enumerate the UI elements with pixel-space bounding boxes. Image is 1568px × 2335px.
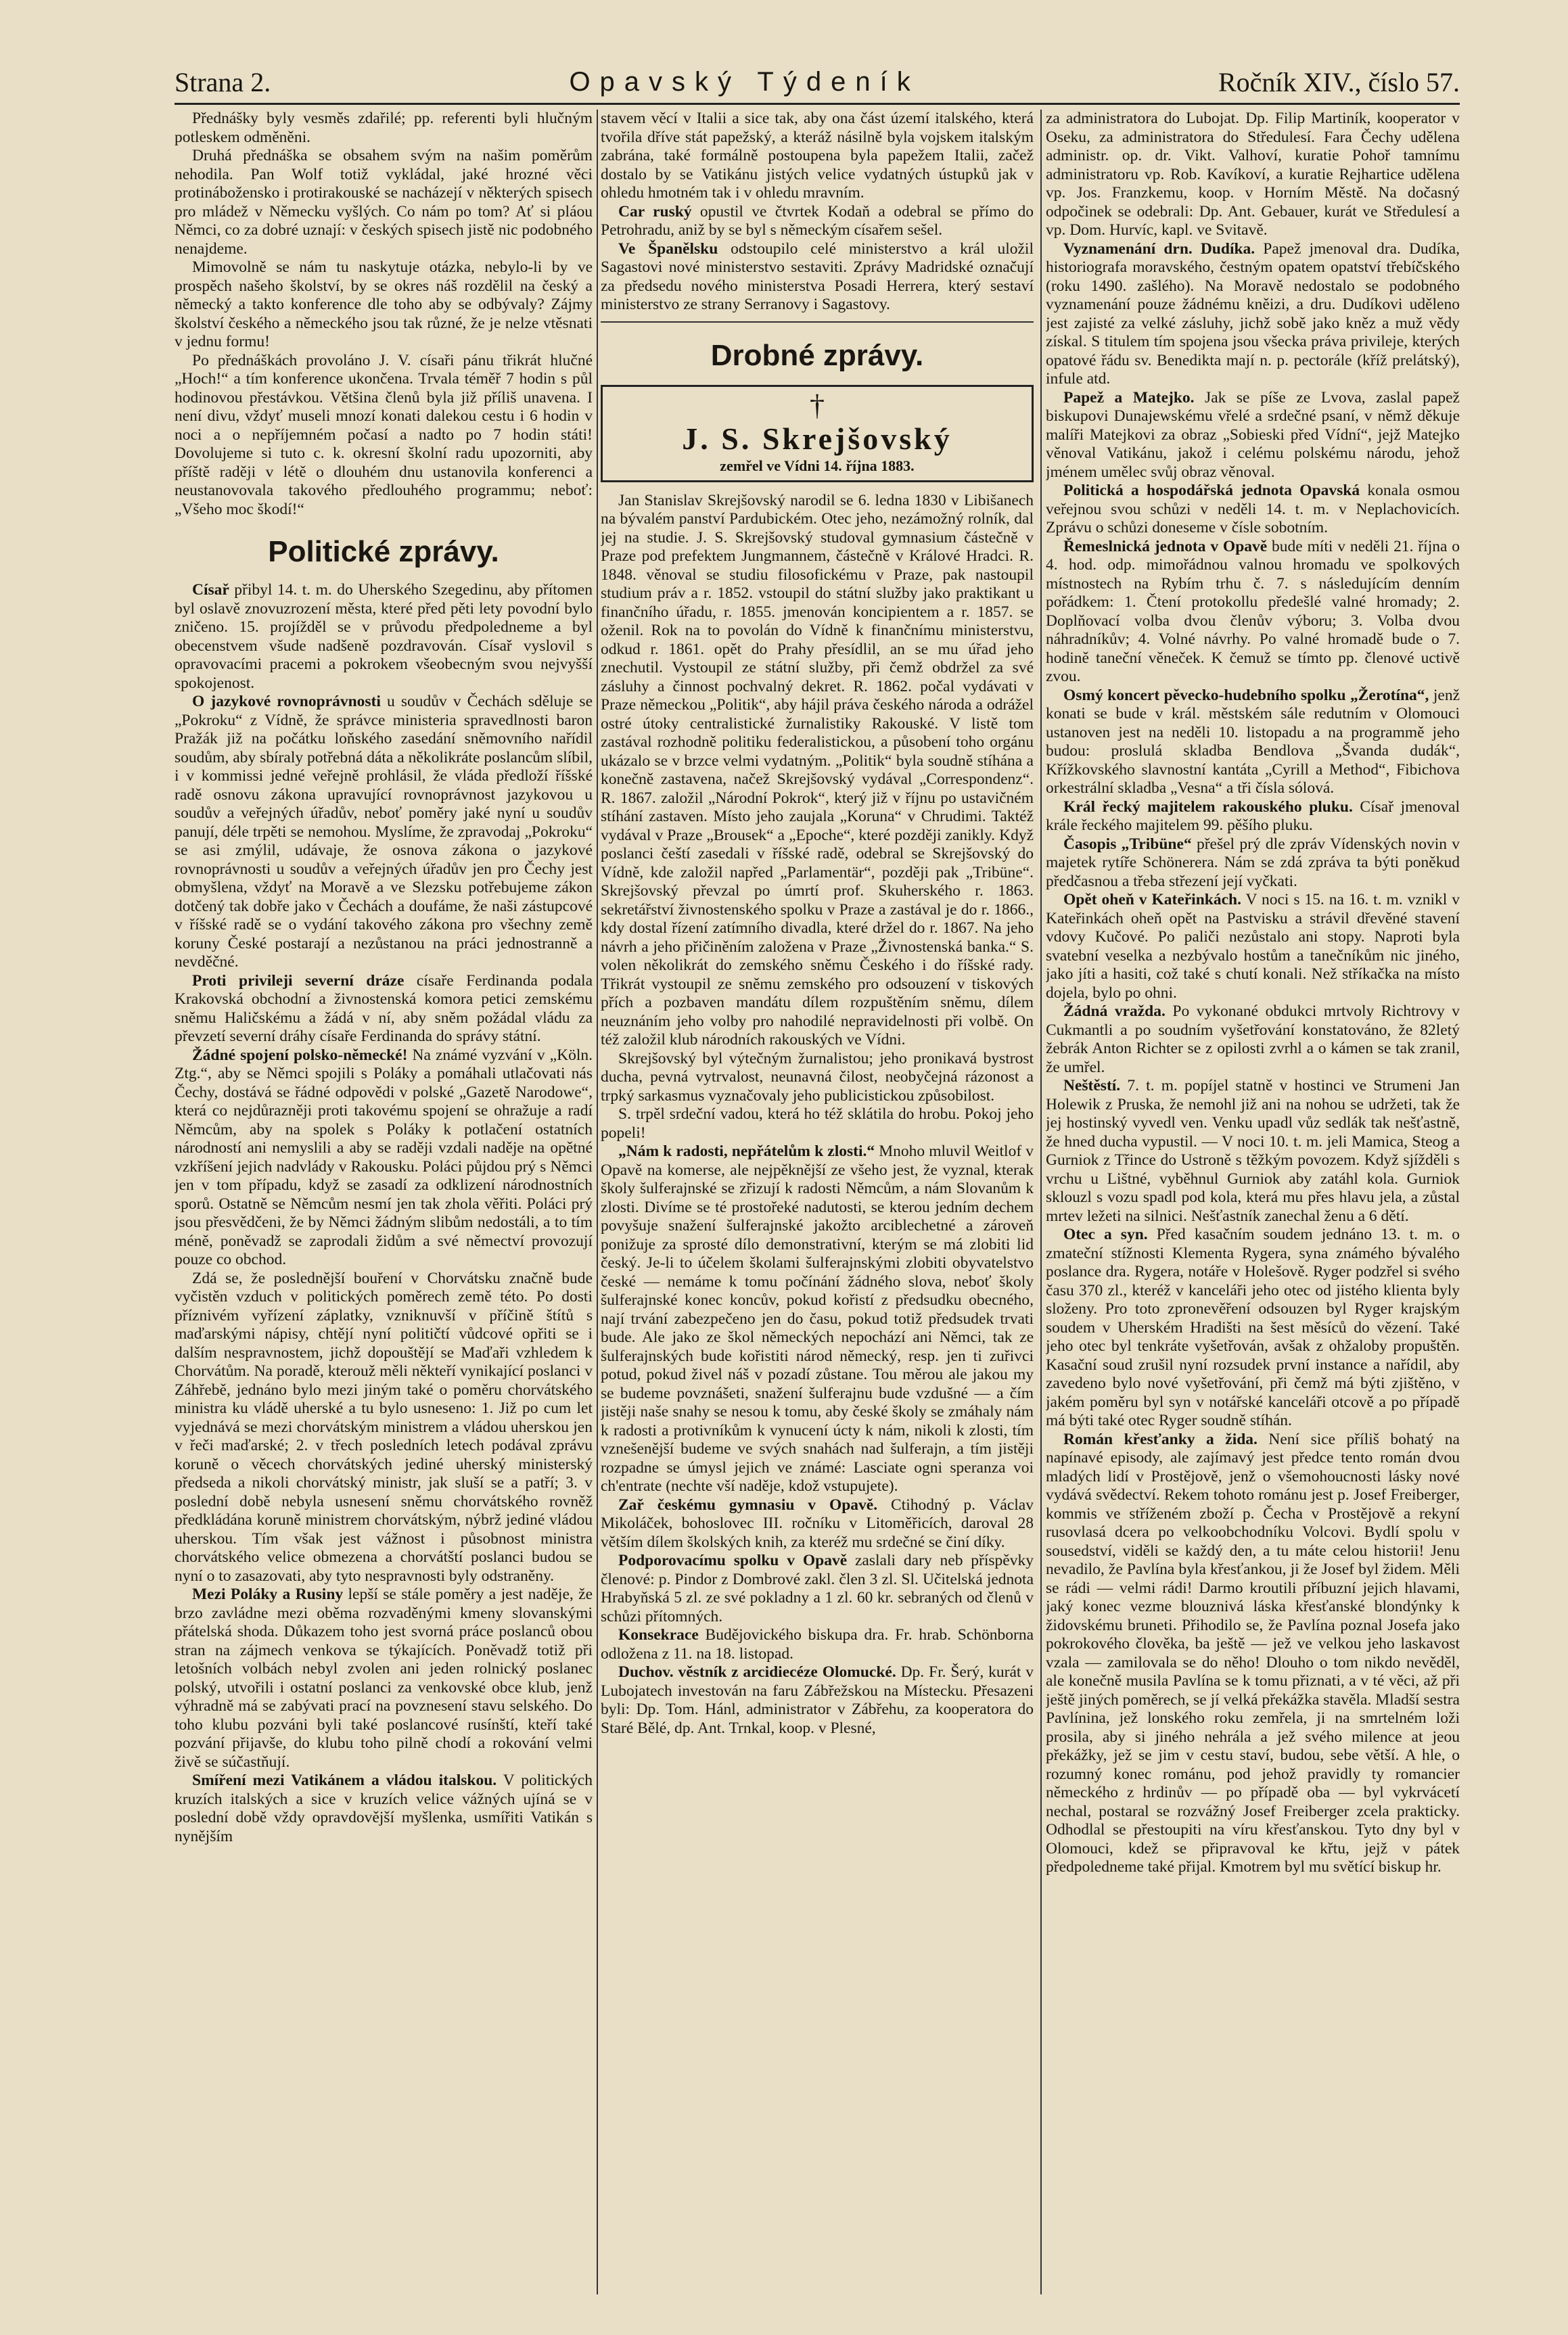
section-rule	[601, 321, 1034, 323]
news-item	[175, 1586, 593, 1772]
page-header	[175, 65, 1460, 99]
news-headline: Ve Španělsku	[618, 239, 718, 258]
news-item	[601, 203, 1034, 240]
news-text: Před kasačním soudem jednáno 13. t. m. o zmateční stížnosti Klementa Rygera, syna známého bývalého poslance dra. Rygera, notáře v Holešově. Ryger podzřel si svého času 370 zl., kteréž v kanceláři jeho otec od jistého klienta byly složeny. Pro toto zpronevěření odsouzen byl Ryger krajským soudem v Uherském Hradišti na šest měsíců do vězení. Také jeho otec byl tenkráte vyšetřován, avšak z ohžaloby propuštěn. Kasační soud zrušil nyní rozsudek první instance a nařídil, aby zavedeno bylo nové vyšetřování, při čemž má býti zjištěno, v jakém poměru byl syn v notářské kanceláři otcově a po případě má býti také otec Ryger soudně stíhán.	[1046, 1226, 1460, 1429]
article-paragraph: Zdá se, že poslednější bouření v Chorvátsku značně bude vyčistěn vzduch v politických poměrech země této. Po dosti příznivém vyřízení záplatky, vzniknuvší v příčině štítů s maďarskými nápisy, chtějí nyní političtí vůdcové opřiti se i dalším nespravnostem, jichž dopouštějí se Maďaři vzhledem k Chorvátům. Na poradě, kterouž měli někteří vynikající poslanci v Záhřebě, jednáno bylo mezi jiným také o poměru chorvátského ministra ku vládě uherské a tu bylo usneseno: 1. Již po cum let vyjednává se mezi chorvátským ministrem a vládou uherskou jen v řeči maďarské; 2. v třech posledních letech podával zprávu koruně o věcech chorvátských jediné uherský ministerský předseda a nikoli chorvátský ministr, jak sluší se a patří; 3. v poslední době nebyla usnesení sněmu chorvátského rovněž předkládána koruně ministrem chorvátským, nýbrž jediné vládou uherskou. Tím však jest vážnost i působnost ministra chorvátského velice obmezena a chorvátští poslanci budou se nyní o to zasazovati, aby tyto nespravnosti byly odstraněny.	[175, 1269, 593, 1585]
news-text: Dp. Fr. Šerý, kurát v Lubojatech investován na faru Zábřežskou na Místecku. Přesazeni byli: Dp. Tom. Hánl, administrator v Zábřehu, za kooperatora do Staré Bělé, dp. Ant. Trnkal, koop. v Plesné,	[601, 1663, 1034, 1737]
news-headline: Car ruský	[618, 202, 692, 221]
obituary-date: zemřel ve Vídni 14. října 1883.	[720, 457, 915, 474]
news-item	[1046, 482, 1460, 538]
news-headline: Konsekrace	[618, 1626, 699, 1644]
news-item	[1046, 1226, 1460, 1431]
issue-info: Ročník XIV., číslo 57.	[1218, 66, 1460, 97]
article-paragraph: Přednášky byly vesměs zdařilé; pp. referenti byli hlučným potleskem odměněni.	[175, 110, 593, 146]
news-headline: Opět oheň v Kateřinkách.	[1063, 891, 1241, 908]
news-text: Císař jmenoval krále řeckého majitelem 99. pěšího pluku.	[1046, 797, 1460, 834]
news-headline: Řemeslnická jednota v Opavě	[1063, 537, 1268, 555]
news-headline: Vyznamenání drn. Dudíka.	[1063, 239, 1255, 258]
news-item	[601, 1626, 1034, 1663]
news-item	[175, 581, 593, 693]
news-item	[1046, 891, 1460, 1002]
article-paragraph: Mimovolně se nám tu naskytuje otázka, nebylo-li by ve prospěch našeho školství, by se okres náš rozdělil na český a německý a takto konference dle toho aby se odbývaly? Zájmy školství českého a německého jsou tak různé, že je nelze vtěsnati v jednu formu!	[175, 258, 593, 350]
article-paragraph: Skrejšovský byl výtečným žurnalistou; jeho pronikavá bystrost ducha, pevná vytrvalost, neunavná čilost, neobyčejná rázonost a trpký sarkasmus vyznačovaly jeho publicistickou způsobilost.	[601, 1049, 1034, 1105]
news-text: u soudův v Čechách sděluje se „Pokroku“ z Vídně, že správce ministeria spravedlnosti baron Pražák již na počátku loňského zasedání sněmovního nařídil soudům, aby sbíraly potřebná dáta a několikráte poslancům slíbil, i v kommissi jedné veřejně prohlásil, že vláda předloží říšské radě osnovu zákona upravující rovnoprávnost jazykovou u soudův a veřejných úřadův, neboť poměry jaké nyní u soudův panují, déle trpěti se nemohou. Myslíme, že zpravodaj „Pokroku“ se asi zmýlil, udávaje, že osnova zákona o jazykové rovnoprávnosti u soudův a veřejných úřadův jen pro Čechy jest obmyšlena, vždyť na Moravě a ve Slezsku potřebujeme zákon dotčený tak dobře jako v Čechách a doufáme, že naši zástupcové v říšské radě se o vydání takového zákona pro všechny země koruny České postarají a nezůstanou na práci jednostranně a nevděčné.	[175, 693, 593, 971]
news-headline: Podporovacímu spolku v Opavě	[618, 1552, 848, 1569]
news-headline: Politická a hospodářská jednota Opavská	[1063, 482, 1360, 499]
header-rule	[175, 103, 1460, 105]
news-text: lepší se stále poměry a jest naděje, že brzo zavládne mezi oběma rozvaděnými kmeny slovanskými přátelská shoda. Důkazem toho jest svorná práce poslanců obou stran na zájmech venkova se týkajících. Poněvadž totiž při letošních volbách nebyl zvolen ani jeden rolnický poslanec polský, utvořili i ostatní poslanci za venkovské obce klub, jenž výhradně má se zabývati prací na povznesení stavu selského. Do toho klubu pozváni byli také poslancové rusínští, kteří také pozvání přijavše, do klubu toho pilně chodí a rokování velmi živě se súčastňují.	[175, 1586, 593, 1771]
news-item	[1046, 687, 1460, 798]
news-text: V noci s 15. na 16. t. m. vznikl v Kateřinkách oheň opět na Pastvisku a strávil dřevěné stavení vdovy Kučové. Po paliči nezůstalo ani stopy. Naproti byla svatební veselka a nezbývalo hostům a tanečníkům nic jiného, jako jíti a hasiti, což také s chutí konali. Než stříkačka na místo dojela, bylo po ohni.	[1046, 891, 1460, 1002]
news-headline: O jazykové rovnoprávnosti	[192, 693, 381, 710]
news-item	[175, 693, 593, 972]
news-headline: Žádné spojení polsko-německé!	[192, 1046, 408, 1064]
news-text: odstoupilo celé ministerstvo a král uložil Sagastovi nové ministerstvo sestaviti. Zprávy Madridské označují za předsedu nového ministerstva Posadi Herrera, který sestaví ministerstvo ze strany Serranovy i Sagastovy.	[601, 239, 1034, 313]
news-item	[175, 972, 593, 1046]
news-item	[175, 1772, 593, 1846]
news-headline: Otec a syn.	[1063, 1226, 1148, 1243]
news-text: Ctihodný p. Václav Mikoláček, bohoslovec III. ročníku v Litoměřicích, daroval 28 větším dílem školských knih, za kteréž mu srdečné se činí díky.	[601, 1496, 1034, 1551]
news-item	[601, 1142, 1034, 1496]
column-2	[601, 110, 1034, 2296]
news-text: císaře Ferdinanda podala Krakovská obchodní a živnostenská komora petici zemskému sněmu Haličskému a žádá v ní, aby sněm požádal vládu za převzetí severní dráhy císaře Ferdinanda do správy státní.	[175, 971, 593, 1045]
news-item	[601, 1663, 1034, 1738]
obituary-box	[601, 385, 1034, 482]
news-text: Budějovického biskupa dra. Fr. hrab. Schönborna odložena z 11. na 18. listopad.	[601, 1626, 1034, 1663]
news-text: Mnoho mluvil Weitlof v Opavě na komerse, ale nejpěknější ze všeho jest, že vyznal, kterak školy šulferajnské se zřizují k radosti Němcům, a nám Slovanům k zlosti. Divíme se té prostořeké nadutosti, se kterou jedním dechem povyšuje snažení šulferajnské jakožto arciblechetné a zároveň ponižuje za sprosté dílo demonstrativní, kterým se má zlobiti lid český. Je-li to účelem školami šulferajnskými zlobiti obyvatelstvo české — nemáme k tomu počínání žádného slova, neboť školy šulferajnské konec koncův, pokud kořistí z předsudku obecného, nají trvání zabezpečeno jen do času, pokud totiž předsudek trvati bude. Ale jako ze škol německých nepochází ani Němci, tak ze šulferajnských bude kořistiti národ německý, resp. jen ti zuřivci potud, pokud živel náš v pozadí zůstane. Tou měrou ale jakou my se budeme povznášeti, snažení šulferajnu bude vzdušné — a čím jistěji naše snahy se nesou k tomu, aby české školy se zmáhaly nám k radosti a protivníkům k vynucení úcty k nám, nikoli k zlosti, tím vznešenější budeme ve svých snahách nad šulferajn, a tím jistěji rozpadne se úmysl jejich ve známé: Lasciate ogni speranza voi ch'entrate (nechte vší naděje, kdož vstupujete).	[601, 1142, 1034, 1495]
article-paragraph: Po přednáškách provoláno J. V. císaři pánu třikrát hlučné „Hoch!“ a tím konference ukončena. Trvala téměř 7 hodin s půl hodinovou přestávkou. Většina členů byla již příliš unavena. I není divu, vždyť museli mnozí konati dalekou cestu i 6 hodin v noci a o nepříjemném počasí a nadto po 7 hodin státi! Dovolujeme si tuto c. k. okresní školní radu upozorniti, aby příště raději v létě o dlouhém dnu ustanovila konferenci a neustanovovala takového předlouhého programmu; neboť: „Všeho moc škodí!“	[175, 351, 593, 518]
news-text: Jak se píše ze Lvova, zaslal papež biskupovi Dunajewskému vřelé a srdečné psaní, v němž děkuje malíři Matejkovi za obraz „Sobieski před Vídní“, jejž Matejko věnoval Vatikánu, jakož i celému polskému národu, jehož jménem umělec svůj obraz věnoval.	[1046, 388, 1460, 481]
news-item	[601, 1552, 1034, 1626]
article-paragraph: S. trpěl srdeční vadou, která ho též sklátila do hrobu. Pokoj jeho popeli!	[601, 1105, 1034, 1142]
news-headline: Papež a Matejko.	[1063, 388, 1195, 407]
news-item	[1046, 389, 1460, 482]
news-item	[1046, 240, 1460, 389]
news-text: Není sice příliš bohatý na napínavé episody, ale zajímavý jest předce tento román dvou mladých lidí v Prostějově, jenž o všemohoucnosti lásky nové vydává svědectví. Rekem tohoto románu jest p. Josef Freiberger, kommis ve stříženém zboží p. Čecha v Prostějově a rekyní rusovlasá dcera po velkoobchodníku Volcovi. Bydlí spolu v sousedství, viděli se každý den, a tu máte celou historii! Jenu nevadilo, že Pavlína byla křesťankou, ji že Josef byl židem. Měli se rádi — velmi rádi! Darmo kroutili příbuzní jejich hlavami, jaký konec vezme blouznivá láska křesťanské blondýnky k židovskému bruneti. Přihodilo se, že Pavlína poznal Josefa jako pokrokového člověka, ba ještě — jež ve velkou jeho laskavost vzala — zamilovala se do něho! Dlouho o tom nikdo nevěděl, ale konečně musila Pavlína se k tomu přiznati, a v té věci, až při ještě jiných poměrech, se jí velká překážka stavěla. Mladší sestra Pavlínina, jež lonského roku zemřela, ji na smrtelném loži prosila, aby si jiného nehrála a jež svého milence at jeou překážky, jež se jim v cestu staví, budou, sebe větší. A hle, o rozumný konec románu, pod jehož pravidly ty romancier německého z hrdinův — po případě oba — byl vykrvácetí nechal, postaral se rozvážný Josef Freiberger zcela prakticky. Odhodlal se přestoupiti na víru křesťanskou. Tyto dny byl v Olomouci, kdež se připravoval ke křtu, jejž v pátek předpoledneme také přijal. Kmotrem byl mu světící biskup hr.	[1046, 1430, 1460, 1876]
news-text: V politických kruzích italských a sice v kruzích velice vážných ujíná se v poslední době vždy opravdovější myšlenka, usmířiti Vatikán s nynějším	[175, 1772, 593, 1845]
news-headline: Duchov. věstník z arcidiecéze Olomucké.	[618, 1663, 896, 1681]
cross-icon: †	[810, 388, 825, 422]
news-item	[1046, 1077, 1460, 1226]
column-1	[175, 110, 593, 2296]
news-item	[1046, 798, 1460, 835]
column-divider	[1040, 110, 1042, 2294]
news-headline: Mezi Poláky a Rusiny	[192, 1586, 344, 1603]
news-headline: Neštěstí.	[1063, 1077, 1121, 1094]
news-item	[1046, 538, 1460, 687]
news-text: Po vykonané obdukci mrtvoly Richtrovy v Cukmantli a po soudním vyšetřování konstatováno, že 82letý žebrák Anton Richter se z opilosti zvrhl a o kámen se tak zranil, že umřel.	[1046, 1002, 1460, 1076]
column-3	[1046, 110, 1460, 2296]
news-item	[1046, 835, 1460, 892]
news-headline: Král řecký majitelem rakouského pluku.	[1063, 797, 1353, 816]
news-text: opustil ve čtvrtek Kodaň a odebral se přímo do Petrohradu, aniž by se byl s německým císařem sešel.	[601, 202, 1034, 239]
obituary-name: J. S. Skrejšovský	[682, 421, 952, 456]
news-text: 7. t. m. popíjel statně v hostinci ve Strumeni Jan Holewik z Pruska, že nemohl již ani na nohou se udržeti, tak že jej hostinský vyvedl ven. Venku upadl vůz sedlák tak nešťastně, že hned ducha vypustil. — V noci 10. t. m. jeli Mamica, Steog a Gurniok z Třince do Ustroně s těžkým povozem. Když sjížděli s vrchu u Lištné, vyběhnul Gurniok aby zatáhl kola. Gurniok sklouzl s vozu spadl pod kola, která mu přes hlavu jela, a zůstal mrtev ležeti na silnici. Nešťastník zanechal ženu a 6 dětí.	[1046, 1077, 1460, 1225]
news-text: přibyl 14. t. m. do Uherského Szegedinu, aby přítomen byl oslavě znovuzrození města, které před pěti lety povodní bylo zničeno. 15. projížděl se v průvodu předpoledneme a byl obecenstvem všude nadšeně pozdravován. Císař vyslovil s opravovacími pracemi a pokrokem všeobecným svou nejvyšší spokojenost.	[175, 581, 593, 692]
article-paragraph: za administratora do Lubojat. Dp. Filip Martiník, kooperator v Oseku, za administratora do Středulesí. Fara Čechy udělena administr. op. dr. Vikt. Valhoví, kuratie Pohoř tamnímu administratoru vp. Rob. Kavíkoví, a kuratie Rejhartice udělena vp. Jos. Franzkemu, koop. v Horním Městě. Na dočasný odpočinek se odebrali: Dp. Ant. Gebauer, kurát ve Středulesí a vp. Dom. Hurvíc, kapl. ve Svitavě.	[1046, 110, 1460, 239]
newspaper-title: Opavský Týdeník	[569, 66, 920, 97]
news-headline: „Nám k radosti, nepřátelům k zlosti.“	[618, 1142, 875, 1160]
news-headline: Císař	[192, 581, 229, 599]
article-paragraph: Jan Stanislav Skrejšovský narodil se 6. ledna 1830 v Libišanech na bývalém panství Pardubickém. Otec jeho, nezámožný rolník, dal jej na studie. J. S. Skrejšovský studoval gymnasium částečně v Praze pod prefektem Jungmannem, částečně v Králové Hradci. R. 1848. věnoval se studiu filosofickému v Praze, pak nastoupil studium práv a r. 1852. vstoupil do státní služby jako praktikant u finančního úřadu, r. 1855. jmenován koncipientem a r. 1857. se oženil. Rok na to povolán do Vídně k finančnímu ministerstvu, odkud r. 1861. opět do Prahy přesídlil, an se mu úřad jeho znechutil. Vystoupil ze státní služby, při čemž obdržel za své zásluhy a činnost pochvalný dekret. R. 1862. počal vydávati v Praze německou „Politik“, aby hájil práva českého národa a odrážel ostré útoky centralistické žurnalistiky Rakouské. V listě tom zastával rozhodně politiku federalistickou, a působení toho orgánu ukázalo se v brzce velmi vydatným. „Politik“ byla soudně stíhána a konečně zastavena, načež Skrejšovský vydával „Correspondenz“. R. 1867. založil „Národní Pokrok“, který již v říjnu po ustavičném stíhání zastaven. Místo jeho zaujala „Koruna“ v Chrudimi. Taktéž vydával v Praze „Brousek“ a „Epoche“, které později zanikly. Když poslanci čeští zasedali v říšské radě, odebral se Skrejšovský do Vídně, kde založil napřed „Parlamentär“, později pak „Tribüne“. Skrejšovský převzal po úmrtí prof. Skuherského r. 1863. sekretářství živnostenského spolku v Praze a zastával je do r. 1866., kdy dostal řízení zatímního divadla, které držel do r. 1867. Na jeho návrh a jeho přičiněním založena v Praze „Živnostenská banka.“ S. volen několikrát do zemského sněmu Českého i do říšské rady. Třikrát vystoupil ze sněmu zemského pro odsouzení v tiskových přích a pozbaven mandátu dílem rozpuštěním sněmu, dílem neuznáním jeho volby pro nahodilé nepravidelnosti při volbě. On též založil klub národních rakouských ve Vídni.	[601, 491, 1034, 1048]
column-divider	[597, 110, 598, 2294]
news-item	[601, 1496, 1034, 1552]
news-text: zaslali dary neb příspěvky členové: p. Pindor z Dombrové zakl. člen 3 zl. Sl. Učitelská jednota Hrabyňská 5 zl. ze své pokladny a 1 zl. 60 kr. sebraných od členů v schůzi přítomných.	[601, 1552, 1034, 1625]
section-title-politicke-zpravy: Politické zprávy.	[268, 535, 499, 568]
news-item	[1046, 1002, 1460, 1077]
news-headline: Žádná vražda.	[1063, 1002, 1166, 1020]
news-item	[1046, 1431, 1460, 1877]
news-text: jenž konati se bude v král. městském sále redutním v Olomouci ustanoven jest na neděli 10. listopadu a na programmě jeho budou: proslulá skladba Bendlova „Švanda dudák“, Křížkovského slavnostní kantáta „Cyrill a Method“, Fibichova orkestrální skladba „Vesna“ a tři čísla sólová.	[1046, 686, 1460, 797]
news-text: konala osmou veřejnou svou schůzi v neděli 14. t. m. v Neplachovicích. Zprávu o schůzi doneseme v čísle sobotním.	[1046, 482, 1460, 536]
news-text: přešel prý dle zpráv Vídenských novin v majetek rytíře Schönerera. Nám se zdá zpráva ta býti poněkud předčasnou a třeba střezení její vyčkati.	[1046, 835, 1460, 890]
page-number: Strana 2.	[175, 66, 271, 97]
news-headline: Smíření mezi Vatikánem a vládou italskou.	[192, 1772, 497, 1789]
news-headline: Román křesťanky a žida.	[1063, 1430, 1258, 1448]
news-item	[175, 1046, 593, 1270]
article-paragraph: stavem věcí v Italii a sice tak, aby ona část území italského, která tvořila dříve stát papežský, a kteráž násilně byla vojskem italským zabrána, také formálně postoupena byla papežem Italii, začež dostalo by se Vatikánu jistých velice vydatných ústupků jak v ohledu hmotném tak i v ohledu mravním.	[601, 110, 1034, 202]
news-text: Na známé vyzvání v „Köln. Ztg.“, aby se Němci spojili s Poláky a pomáhali utlačovati nás Čechy, dostává se řádné odpovědi v polské „Gazetě Narodowe“, která co nejdůrazněji proti takovému spojení se ohražuje a radí Němcům, aby na spolek s Poláky k potlačení ostatních národností ani nemyslili a aby se raději vzdali naděje na opětné vzkříšení jejich nadvlády v Rakousku. Poláci půjdou prý s Němci jen v tom případu, když se zasadí za odklizení národnostních sporů. Ostatně se Němcům nesmí jen tak zhola věřiti. Poláci prý jsou přesvědčeni, že by Němci žádným slibům nedostáli, a to tím méně, poněvadž se zaprodali židům a své němectví provozují pouze co obchod.	[175, 1046, 593, 1268]
article-paragraph: Druhá přednáška se obsahem svým na našim poměrům nehodila. Pan Wolf totiž vykládal, jaké hrozné věci protinábožensko i protirakouské se nacházejí v některých spisech pro mládež v Německu vyšlých. Co nám po tom? Ať si pláou Němci, co za dobré uznají: v českých spisech jistě nic podobného nenajdeme.	[175, 147, 593, 258]
news-headline: Osmý koncert pěvecko-hudebního spolku „Žerotína“,	[1063, 686, 1429, 704]
news-headline: Zař českému gymnasiu v Opavě.	[618, 1496, 878, 1514]
news-text: bude míti v neděli 21. října o 4. hod. odp. mimořádnou valnou hromadu ve spolkových místnostech na Rybím trhu č. 7. s následujícím denním pořádkem: 1. Čtení protokollu předešlé valné hromady; 2. Doplňovací volba dvou členův výboru; 3. Volba dvou náhradníkův; 4. Volné návrhy. Po valné hromadě bude o 7. hodině taneční věneček. K čemuž se tímto pp. členové uctivě zvou.	[1046, 537, 1460, 685]
news-headline: Časopis „Tribüne“	[1063, 835, 1192, 853]
news-headline: Proti privileji severní dráze	[192, 971, 405, 990]
section-title-drobne-zpravy: Drobné zprávy.	[710, 338, 924, 372]
news-text: Papež jmenoval dra. Dudíka, historiografa moravského, čestným opatem opatství třebíčského (roku 1490. zašlého). Na Moravě nedostalo se podobného vyznamenání pouze žádnému kněizi, a dru. Dudíkovi uděleno jest zajisté za velké zásluhy, jichž sobě jako kněz a muž vědy získal. S titulem tím spojena jsou všecka práva privileje, kterých opatové řádu sv. Benedikta mají n. p. pectorále (kříž prelátský), infule atd.	[1046, 239, 1460, 388]
news-item	[601, 240, 1034, 315]
